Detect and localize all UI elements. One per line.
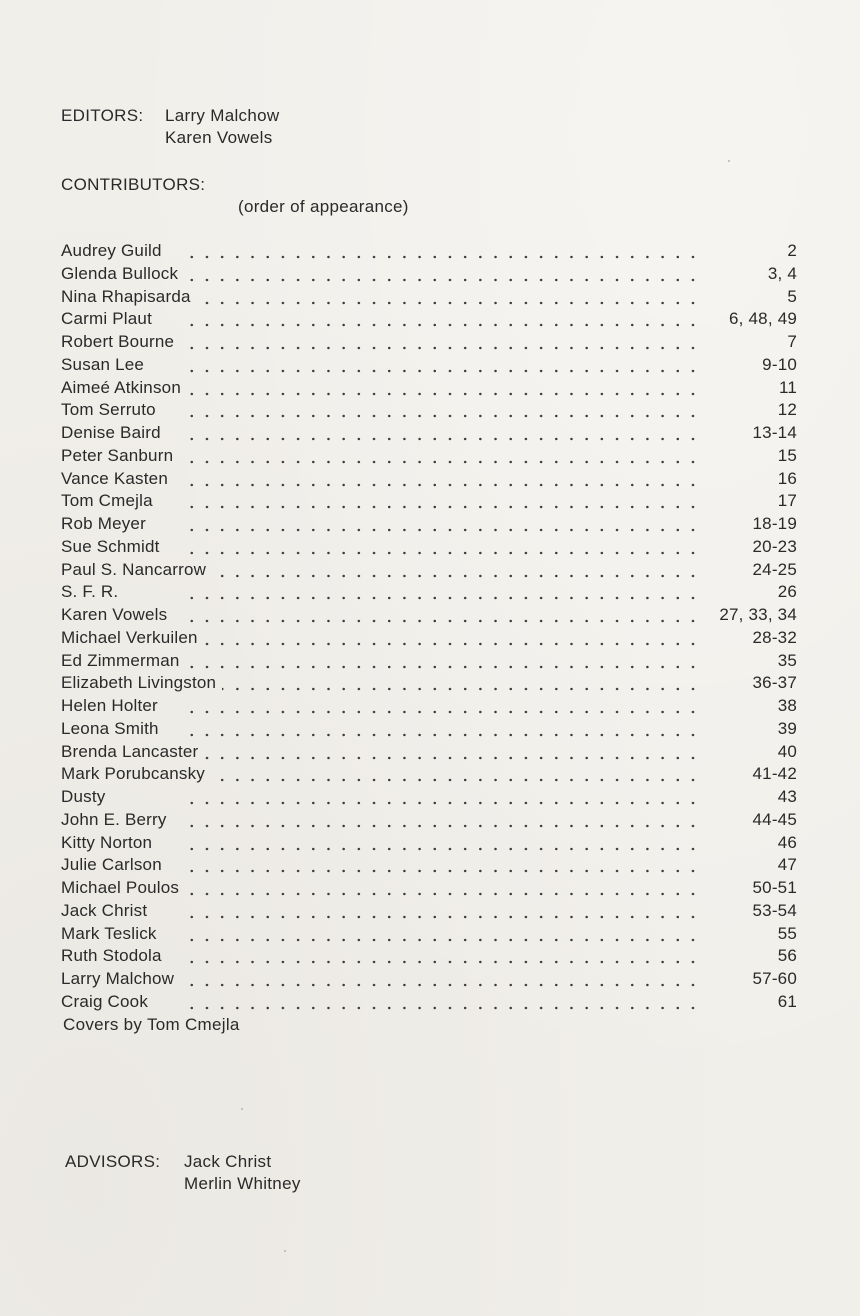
contributor-pages: 39 bbox=[777, 718, 797, 738]
contributor-name: Susan Lee bbox=[61, 354, 145, 374]
dot-leader bbox=[212, 559, 701, 581]
dot-leader bbox=[186, 650, 701, 672]
dot-leader bbox=[181, 445, 701, 467]
contributor-pages: 43 bbox=[777, 787, 797, 806]
covers-credit: Covers by Tom Cmejla bbox=[63, 1015, 240, 1034]
contributor-pages: 40 bbox=[777, 741, 797, 761]
dot-leader bbox=[181, 240, 701, 262]
contributor-row bbox=[61, 513, 797, 536]
contributor-row bbox=[61, 536, 797, 559]
contributor-name: Jack Christ bbox=[61, 900, 148, 920]
contributor-row bbox=[61, 263, 797, 286]
contributor-pages: 28-32 bbox=[752, 627, 797, 647]
dot-leader bbox=[222, 672, 701, 694]
contributor-row bbox=[61, 581, 797, 604]
contributor-name: Julie Carlson bbox=[61, 855, 162, 875]
paper-speck bbox=[241, 1108, 243, 1110]
contributor-name: Robert Bourne bbox=[61, 332, 175, 351]
contributor-pages: 12 bbox=[777, 400, 797, 420]
contributor-name: Kitty Norton bbox=[61, 832, 153, 852]
dot-leader bbox=[181, 490, 701, 512]
dot-leader bbox=[211, 763, 701, 785]
contributor-row bbox=[61, 422, 797, 445]
dot-leader bbox=[181, 923, 701, 945]
contributor-pages: 3, 4 bbox=[767, 263, 797, 283]
contributor-pages: 26 bbox=[777, 582, 797, 602]
dot-leader bbox=[181, 991, 701, 1013]
contributor-pages: 7 bbox=[787, 332, 797, 351]
contributor-row bbox=[61, 968, 797, 991]
dot-leader bbox=[181, 513, 701, 535]
contributor-name: S. F. R. bbox=[61, 582, 119, 602]
contributor-row bbox=[61, 672, 797, 695]
contributor-row bbox=[61, 786, 797, 809]
contributor-pages: 41-42 bbox=[752, 764, 797, 784]
contributor-row bbox=[61, 559, 797, 582]
contributor-name: Brenda Lancaster bbox=[61, 741, 199, 761]
contributor-name: Mark Porubcansky bbox=[61, 764, 205, 784]
editors-section bbox=[61, 105, 279, 149]
contributor-row bbox=[61, 308, 797, 331]
contributor-name: Audrey Guild bbox=[61, 241, 162, 260]
contributor-pages: 61 bbox=[777, 991, 797, 1011]
contributor-pages: 18-19 bbox=[752, 514, 797, 533]
dot-leader bbox=[181, 786, 701, 808]
contributor-name: Dusty bbox=[61, 787, 106, 806]
paper-speck bbox=[728, 160, 730, 162]
dot-leader bbox=[185, 877, 701, 899]
contributor-row bbox=[61, 923, 797, 946]
contributor-row bbox=[61, 832, 797, 855]
dot-leader bbox=[181, 945, 701, 967]
contributor-name: Karen Vowels bbox=[61, 605, 168, 624]
contributor-pages: 11 bbox=[778, 377, 797, 397]
contributor-row bbox=[61, 604, 797, 627]
contributor-name: Nina Rhapisarda bbox=[61, 286, 191, 306]
dot-leader bbox=[181, 308, 701, 330]
contributor-row bbox=[61, 445, 797, 468]
advisors-line-1 bbox=[65, 1151, 301, 1173]
contributor-row bbox=[61, 877, 797, 900]
contributor-pages: 17 bbox=[777, 491, 797, 511]
contributor-name: Rob Meyer bbox=[61, 514, 146, 533]
advisor-name: Jack Christ bbox=[184, 1152, 272, 1171]
contributor-row bbox=[61, 945, 797, 968]
contributor-pages: 20-23 bbox=[752, 536, 797, 556]
dot-leader bbox=[197, 286, 701, 308]
contributor-pages: 27, 33, 34 bbox=[719, 605, 797, 624]
contributor-pages: 35 bbox=[777, 650, 797, 670]
contributor-row bbox=[61, 490, 797, 513]
contributor-row bbox=[61, 286, 797, 309]
contributor-name: Ruth Stodola bbox=[61, 946, 162, 966]
contributor-name: John E. Berry bbox=[61, 809, 167, 829]
contributor-pages: 46 bbox=[777, 832, 797, 852]
contributor-row bbox=[61, 627, 797, 650]
contributor-name: Mark Teslick bbox=[61, 923, 157, 943]
editor-name: Karen Vowels bbox=[165, 128, 273, 147]
contributor-row bbox=[61, 991, 797, 1014]
contributor-pages: 13-14 bbox=[752, 423, 797, 442]
contributor-name: Larry Malchow bbox=[61, 969, 175, 988]
contributor-name: Ed Zimmerman bbox=[61, 650, 180, 670]
contributor-name: Tom Serruto bbox=[61, 400, 156, 420]
contributor-row bbox=[61, 900, 797, 923]
dot-leader bbox=[181, 695, 701, 717]
editors-line-1 bbox=[61, 105, 279, 127]
contributor-row bbox=[61, 354, 797, 377]
contributor-pages: 9-10 bbox=[762, 354, 797, 374]
contributor-name: Aimeé Atkinson bbox=[61, 377, 181, 397]
dot-leader bbox=[181, 968, 701, 990]
advisor-name: Merlin Whitney bbox=[184, 1174, 301, 1193]
dot-leader bbox=[181, 399, 701, 421]
contributor-row bbox=[61, 468, 797, 491]
contributor-pages: 16 bbox=[777, 468, 797, 488]
contributor-pages: 2 bbox=[787, 241, 797, 260]
contributor-row bbox=[61, 650, 797, 673]
contributor-name: Tom Cmejla bbox=[61, 491, 153, 511]
contributor-row bbox=[61, 377, 797, 400]
dot-leader bbox=[181, 422, 701, 444]
contributor-row bbox=[61, 399, 797, 422]
contributor-pages: 5 bbox=[787, 286, 797, 306]
contributor-name: Glenda Bullock bbox=[61, 263, 179, 283]
dot-leader bbox=[181, 854, 701, 876]
advisors-label: ADVISORS: bbox=[65, 1152, 161, 1171]
contributor-pages: 6, 48, 49 bbox=[729, 309, 797, 329]
contributor-pages: 15 bbox=[777, 445, 797, 465]
contributors-list bbox=[61, 240, 797, 1014]
contributor-row bbox=[61, 331, 797, 354]
dot-leader bbox=[181, 809, 701, 831]
contributor-row bbox=[61, 695, 797, 718]
dot-leader bbox=[181, 604, 701, 626]
dot-leader bbox=[204, 627, 701, 649]
dot-leader bbox=[181, 536, 701, 558]
contributor-name: Leona Smith bbox=[61, 718, 159, 738]
contributor-name: Helen Holter bbox=[61, 696, 158, 715]
contributor-name: Carmi Plaut bbox=[61, 309, 153, 329]
dot-leader bbox=[181, 354, 701, 376]
contributor-row bbox=[61, 809, 797, 832]
dot-leader bbox=[181, 900, 701, 922]
contributor-row bbox=[61, 240, 797, 263]
contributor-pages: 47 bbox=[777, 855, 797, 875]
contributor-name: Paul S. Nancarrow bbox=[61, 559, 207, 579]
contributors-label: CONTRIBUTORS: bbox=[61, 175, 206, 194]
editor-name: Larry Malchow bbox=[165, 106, 280, 125]
dot-leader bbox=[181, 581, 701, 603]
contributor-name: Vance Kasten bbox=[61, 468, 168, 488]
contributor-pages: 50-51 bbox=[752, 878, 797, 897]
contributor-name: Sue Schmidt bbox=[61, 536, 160, 556]
contributor-row bbox=[61, 854, 797, 877]
contributor-pages: 55 bbox=[777, 923, 797, 943]
dot-leader bbox=[181, 468, 701, 490]
contributor-name: Denise Baird bbox=[61, 423, 161, 442]
editors-label: EDITORS: bbox=[61, 106, 144, 125]
contributor-row bbox=[61, 763, 797, 786]
dot-leader bbox=[181, 718, 701, 740]
contributor-pages: 38 bbox=[777, 696, 797, 715]
order-note: (order of appearance) bbox=[238, 197, 409, 216]
advisors-section bbox=[65, 1151, 301, 1195]
contributor-pages: 24-25 bbox=[752, 559, 797, 579]
contributor-row bbox=[61, 741, 797, 764]
dot-leader bbox=[187, 377, 701, 399]
contributor-pages: 36-37 bbox=[752, 673, 797, 693]
contributor-name: Michael Verkuilen bbox=[61, 627, 198, 647]
dot-leader bbox=[181, 832, 701, 854]
contributor-row bbox=[61, 718, 797, 741]
dot-leader bbox=[204, 741, 701, 763]
contributor-pages: 57-60 bbox=[752, 969, 797, 988]
contributor-name: Elizabeth Livingston bbox=[61, 673, 217, 693]
dot-leader bbox=[181, 331, 701, 353]
paper-speck bbox=[284, 1250, 286, 1252]
contributor-pages: 56 bbox=[777, 946, 797, 966]
contributor-name: Craig Cook bbox=[61, 991, 149, 1011]
contributor-name: Peter Sanburn bbox=[61, 445, 174, 465]
contributor-pages: 53-54 bbox=[752, 900, 797, 920]
contributor-name: Michael Poulos bbox=[61, 878, 180, 897]
contributor-pages: 44-45 bbox=[752, 809, 797, 829]
dot-leader bbox=[184, 263, 701, 285]
